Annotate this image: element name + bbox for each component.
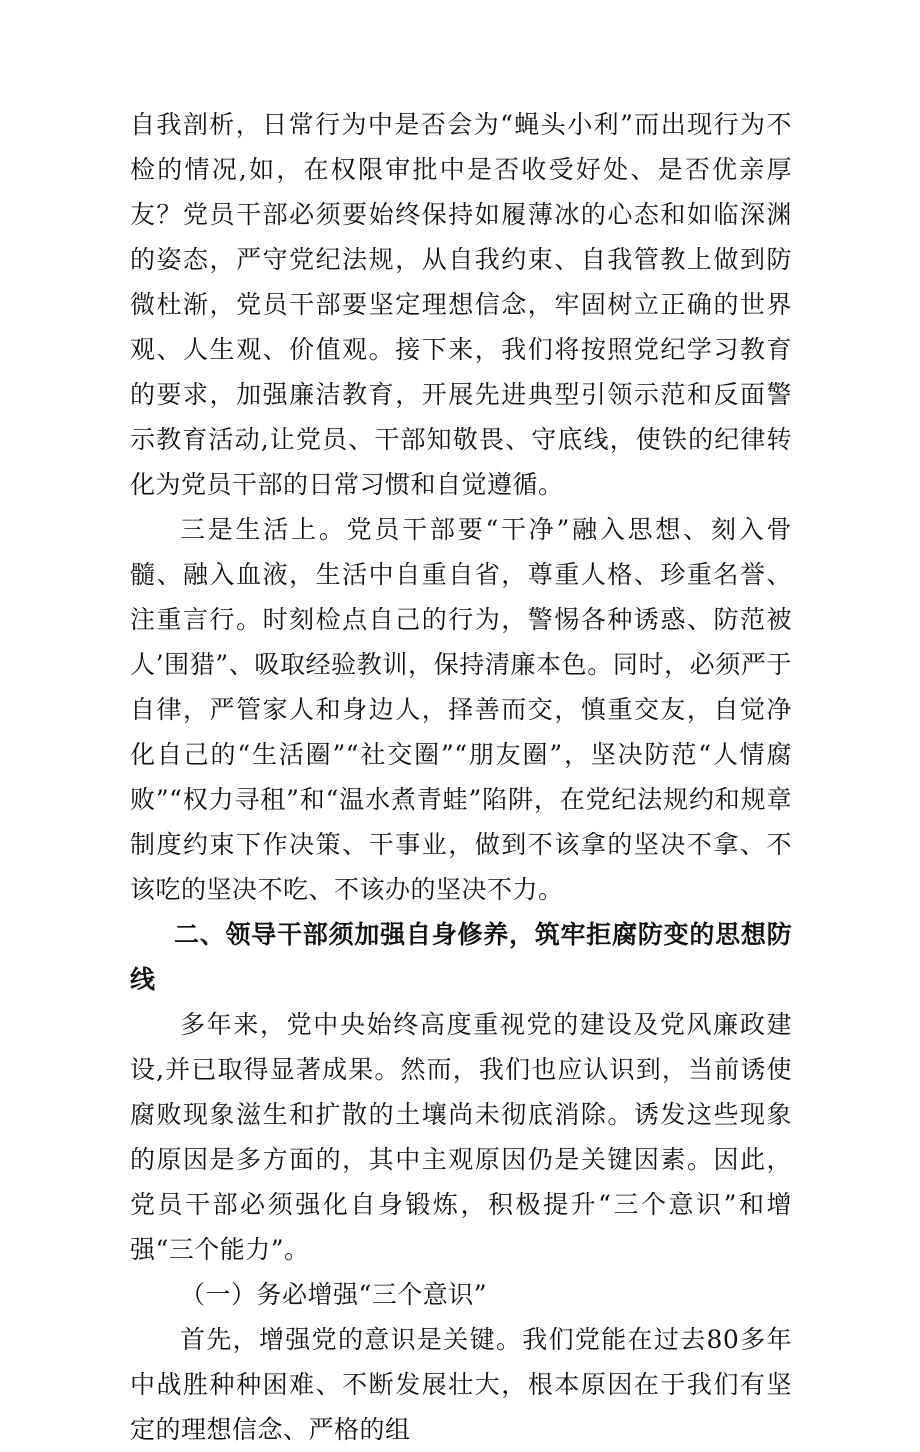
section-heading: 二、领导干部须加强自身修养，筑牢拒腐防变的思想防线 [130,920,792,994]
body-paragraph-party-building: 多年来，党中央始终高度重视党的建设及党风廉政建设,并已取得显著成果。然而，我们也应认识到，当前诱使腐败现象滋生和扩散的土壤尚未彻底消除。诱发这些现象的原因是多方面的，其中主观原因仍是关键因素。因此，党员干部必须强化自身锻炼，积极提升“三个意识”和增强“三个能力”。 [130,1010,792,1264]
document-body [130,102,792,1452]
body-paragraph-party-awareness: 首先，增强党的意识是关键。我们党能在过去80多年中战胜种种困难、不断发展壮大，根本原因在于我们有坚定的理想信念、严格的组 [130,1325,792,1444]
body-paragraph-life: 三是生活上。党员干部要“干净”融入思想、刻入骨髓、融入血液，生活中自重自省，尊重人格、珍重名誉、注重言行。时刻检点自己的行为，警惕各种诱惑、防范被人’围猎”、吸取经验教训，保持清廉本色。同时，必须严于自律，严管家人和身边人，择善而交，慎重交友，自觉净化自己的“生活圈”“社交圈”“朋友圈”，坚决防范“人情腐败”“权力寻租”和“温水煮青蛙”陷阱，在党纪法规约和规章制度约束下作决策、干事业，做到不该拿的坚决不拿、不该吃的坚决不吃、不该办的坚决不力。 [130,515,792,904]
sub-heading: （一）务必增强“三个意识” [180,1280,488,1309]
body-paragraph-continuation: 自我剖析，日常行为中是否会为“蝇头小利”而出现行为不检的情况,如，在权限审批中是否收受好处、是否优亲厚友？党员干部必须要始终保持如履薄冰的心态和如临深渊的姿态，严守党纪法规，从自我约束、自我管教上做到防微杜渐，党员干部要坚定理想信念，牢固树立正确的世界观、人生观、价值观。接下来，我们将按照党纪学习教育的要求，加强廉洁教育，开展先进典型引领示范和反面警示教育活动,让党员、干部知敬畏、守底线，使铁的纪律转化为党员干部的日常习惯和自觉遵循。 [130,110,792,499]
